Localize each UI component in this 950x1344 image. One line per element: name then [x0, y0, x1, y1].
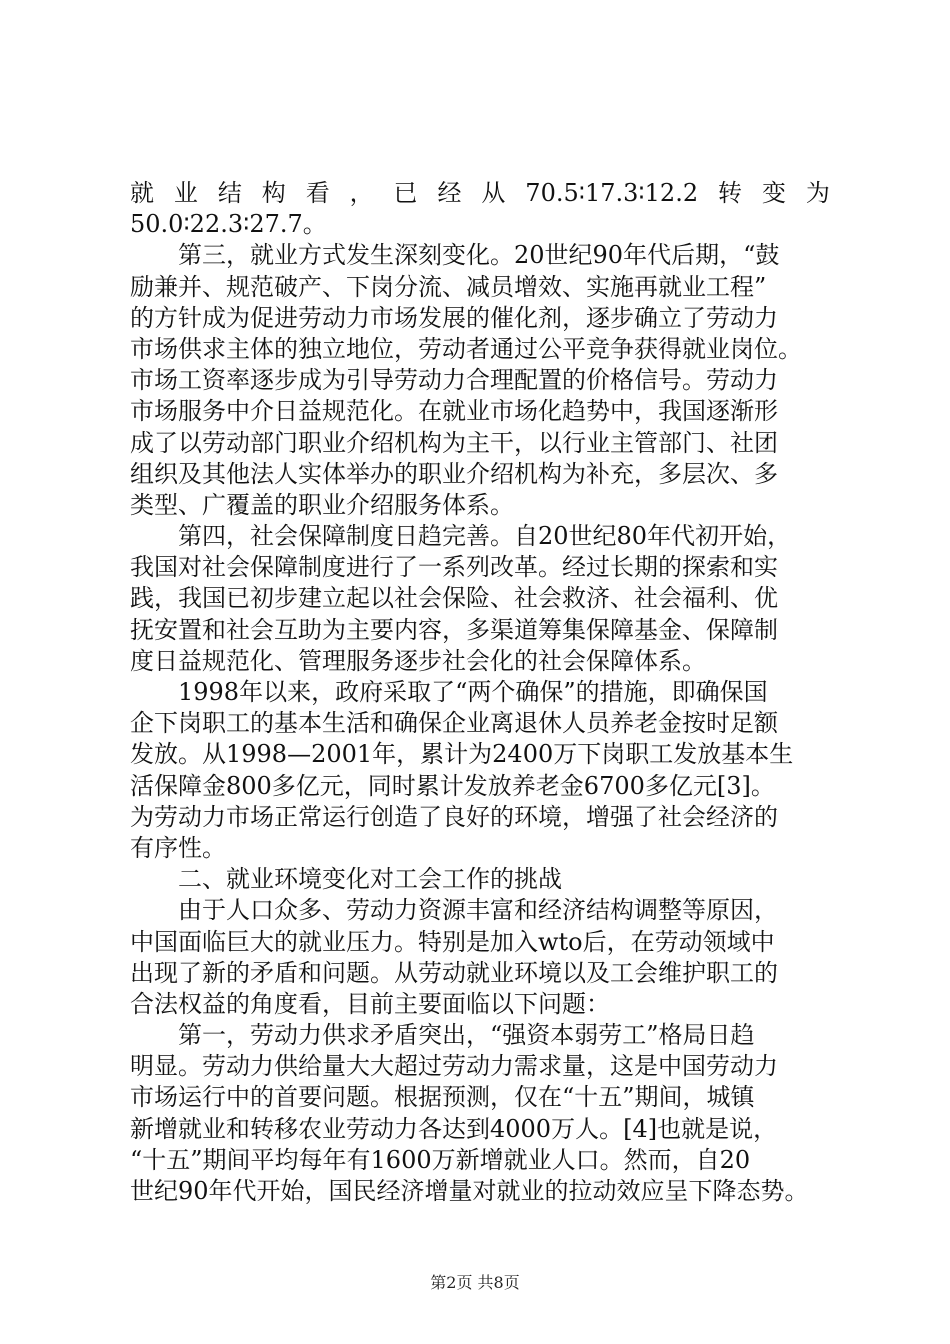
- line-1-word: 转: [718, 179, 743, 207]
- line-1-word: 结: [217, 179, 242, 207]
- line-1-word: 变: [761, 179, 786, 207]
- text-line: 活保障金800多亿元，同时累计发放养老金6700多亿元[3]。: [130, 771, 775, 800]
- text-line: 励兼并、规范破产、下岗分流、减员增效、实施再就业工程”: [130, 272, 767, 301]
- text-line: 有序性。: [130, 833, 226, 862]
- paragraph-start-line: 第三，就业方式发生深刻变化。20世纪90年代后期，“鼓: [178, 241, 780, 270]
- line-1-word: 经: [437, 179, 462, 207]
- text-line: “十五”期间平均每年有1600万新增就业人口。然而，自20: [130, 1145, 751, 1174]
- text-line: 明显。劳动力供给量大大超过劳动力需求量，这是中国劳动力: [130, 1052, 778, 1081]
- page-footer: 第2页 共8页: [430, 1273, 520, 1292]
- line-1-word: 看: [305, 179, 330, 207]
- line-1-word: 为: [805, 179, 830, 207]
- text-line: 的方针成为促进劳动力市场发展的催化剂，逐步确立了劳动力: [130, 303, 778, 332]
- paragraph-start-line: 第一，劳动力供求矛盾突出，“强资本弱劳工”格局日趋: [178, 1021, 755, 1050]
- line-1-word: 从: [481, 179, 506, 207]
- text-line: 50.0∶22.3∶27.7。: [130, 210, 327, 239]
- line-1-ratio: 70.5∶17.3∶12.2: [525, 179, 699, 207]
- text-line: 出现了新的矛盾和问题。从劳动就业环境以及工会维护职工的: [130, 958, 778, 987]
- text-line: 度日益规范化、管理服务逐步社会化的社会保障体系。: [130, 646, 706, 675]
- line-1-word: 构: [261, 179, 286, 207]
- text-line: 企下岗职工的基本生活和确保企业离退休人员养老金按时足额: [130, 709, 778, 738]
- text-line: 合法权益的角度看，目前主要面临以下问题：: [130, 989, 610, 1018]
- paragraph-start-line: 由于人口众多、劳动力资源丰富和经济结构调整等原因，: [178, 896, 778, 925]
- text-line: 组织及其他法人实体举办的职业介绍机构为补充，多层次、多: [130, 459, 778, 488]
- paragraph-start-line: 第四，社会保障制度日趋完善。自20世纪80年代初开始，: [178, 522, 792, 551]
- paragraph-start-line: 1998年以来，政府采取了“两个确保”的措施，即确保国: [178, 678, 768, 706]
- line-1-word: 业: [173, 179, 198, 207]
- text-line: 市场运行中的首要问题。根据预测，仅在“十五”期间，城镇: [130, 1083, 755, 1112]
- document-body: [130, 178, 830, 1207]
- text-line: 世纪90年代开始，国民经济增量对就业的拉动效应呈下降态势。: [130, 1177, 809, 1205]
- text-line: 抚安置和社会互助为主要内容，多渠道筹集保障基金、保障制: [130, 615, 778, 644]
- text-line: 中国面临巨大的就业压力。特别是加入wto后，在劳动领域中: [130, 927, 775, 956]
- line-1-word: 就: [130, 179, 154, 207]
- text-line: 践，我国已初步建立起以社会保险、社会救济、社会福利、优: [130, 584, 778, 613]
- text-line: 发放。从1998—2001年，累计为2400万下岗职工发放基本生: [130, 740, 794, 769]
- text-line: 市场供求主体的独立地位，劳动者通过公平竞争获得就业岗位。: [130, 334, 802, 363]
- text-line: 市场工资率逐步成为引导劳动力合理配置的价格信号。劳动力: [130, 366, 778, 395]
- text-line: 新增就业和转移农业劳动力各达到4000万人。[4]也就是说，: [130, 1114, 778, 1143]
- line-1-word: 已: [393, 179, 418, 207]
- section-heading: 二、就业环境变化对工会工作的挑战: [178, 865, 562, 894]
- text-line: 我国对社会保障制度进行了一系列改革。经过长期的探索和实: [130, 553, 778, 582]
- text-line: 市场服务中介日益规范化。在就业市场化趋势中，我国逐渐形: [130, 397, 778, 426]
- text-line: 类型、广覆盖的职业介绍服务体系。: [130, 490, 514, 519]
- text-line: 为劳动力市场正常运行创造了良好的环境，增强了社会经济的: [130, 802, 778, 831]
- line-1-word: ，: [349, 179, 374, 207]
- text-line: 成了以劳动部门职业介绍机构为主干，以行业主管部门、社团: [130, 428, 778, 457]
- text-line-1: [130, 178, 830, 209]
